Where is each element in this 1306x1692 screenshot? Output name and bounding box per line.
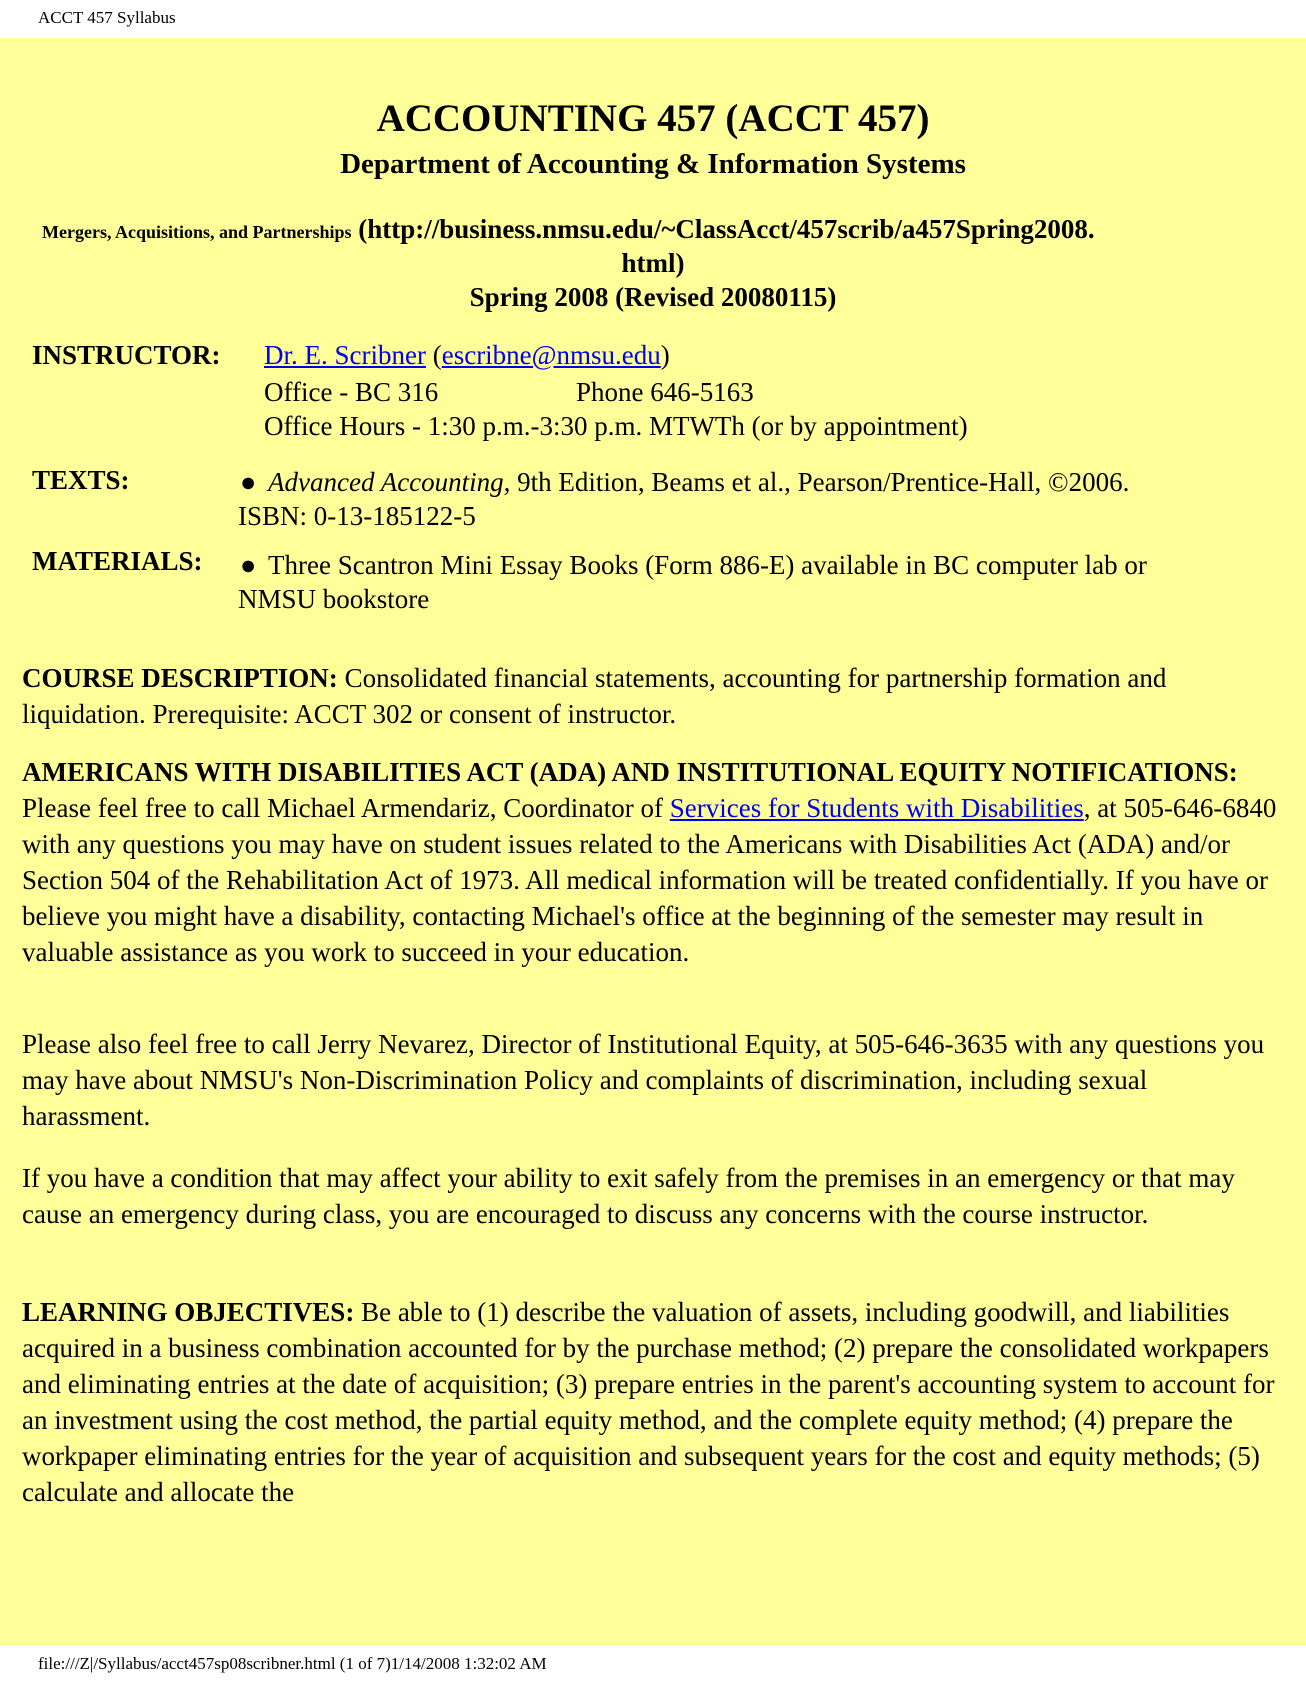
course-description-label: COURSE DESCRIPTION: <box>22 663 338 693</box>
textbook-title: Advanced Accounting, <box>268 467 511 497</box>
services-for-students-link[interactable]: Services for Students with Disabilities <box>669 793 1084 823</box>
email-close-paren: ) <box>660 340 670 370</box>
instructor-line <box>264 340 670 371</box>
instructor-email-link[interactable]: escribne@nmsu.edu <box>441 340 661 370</box>
course-description <box>22 660 1282 732</box>
textbook-line <box>240 467 1129 498</box>
department-heading: Department of Accounting & Information Systems <box>340 148 966 180</box>
ada-text-before-link: Please feel free to call Michael Armendariz, Coordinator of <box>22 793 670 823</box>
instructor-office: Office - BC 316 <box>264 377 439 407</box>
textbook-isbn: ISBN: 0-13-185122-5 <box>238 501 476 531</box>
materials-line2: NMSU bookstore <box>238 584 430 614</box>
learning-objectives <box>22 1294 1282 1510</box>
materials-text-line1: Three Scantron Mini Essay Books (Form 886-E) available in BC computer lab or <box>268 550 1147 580</box>
course-url-part1: (http://business.nmsu.edu/~ClassAcct/457scrib/a457Spring2008. <box>358 214 1095 244</box>
instructor-hours: Office Hours - 1:30 p.m.-3:30 p.m. MTWTh (or by appointment) <box>264 411 968 441</box>
emergency-paragraph: If you have a condition that may affect your ability to exit safely from the premises in an emergency or that may cause an emergency during class, you are encouraged to discuss any concerns with the course instructor. <box>22 1163 1235 1229</box>
materials-label: MATERIALS: <box>32 546 203 576</box>
email-open-paren: ( <box>432 340 442 370</box>
semester-heading: Spring 2008 (Revised 20080115) <box>469 282 837 312</box>
course-subtitle <box>42 214 1095 245</box>
bullet-icon: ● <box>240 550 257 580</box>
materials-line1 <box>240 550 1147 581</box>
bullet-icon: ● <box>240 467 257 497</box>
course-description-text: Consolidated financial statements, accounting for partnership formation and liquidation. Prerequisite: ACCT 302 or consent of instructor. <box>22 663 1167 729</box>
course-url-part2: html) <box>621 248 685 278</box>
syllabus-page <box>0 38 1306 1646</box>
instructor-name-link[interactable]: Dr. E. Scribner <box>264 340 426 370</box>
instructor-phone: Phone 646-5163 <box>576 377 754 407</box>
instructor-label: INSTRUCTOR: <box>32 340 221 370</box>
institutional-equity-paragraph: Please also feel free to call Jerry Nevarez, Director of Institutional Equity, at 505-646-3635 with any questions you may have about NMSU's Non-Discrimination Policy and complaints of discrimination, including sexual harassment. <box>22 1029 1265 1131</box>
print-header: ACCT 457 Syllabus <box>38 8 176 27</box>
course-name: Mergers, Acquisitions, and Partnerships <box>42 222 352 242</box>
learning-objectives-text: Be able to (1) describe the valuation of assets, including goodwill, and liabilities acquired in a business combination accounted for by the purchase method; (2) prepare the consolidated workpapers and eliminating entries at the date of acquisition; (3) prepare entries in the parent's accounting system to account for an investment using the cost method, the partial equity method, and the complete equity method; (4) prepare the workpaper eliminating entries for the year of acquisition and subsequent years for the cost and equity methods; (5) calculate and allocate the <box>22 1297 1275 1507</box>
page-title: ACCOUNTING 457 (ACCT 457) <box>376 97 930 140</box>
print-footer: file:///Z|/Syllabus/acct457sp08scribner.html (1 of 7)1/14/2008 1:32:02 AM <box>38 1654 547 1673</box>
ada-text-after-link: , at 505-646-6840 with any questions you may have on student issues related to the Americans with Disabilities Act (ADA) and/or Section 504 of the Rehabilitation Act of 1973. All medical information will be treated confidentially. If you have or believe you might have a disability, contacting Michael's office at the beginning of the semester may result in valuable assistance as you work to succeed in your education. <box>22 793 1277 967</box>
ada-label: AMERICANS WITH DISABILITIES ACT (ADA) AND INSTITUTIONAL EQUITY NOTIFICATIONS: <box>22 757 1238 787</box>
texts-label: TEXTS: <box>32 465 130 495</box>
ada-notification <box>22 754 1282 970</box>
learning-objectives-label: LEARNING OBJECTIVES: <box>22 1297 355 1327</box>
textbook-details: 9th Edition, Beams et al., Pearson/Prentice-Hall, ©2006. <box>510 467 1130 497</box>
